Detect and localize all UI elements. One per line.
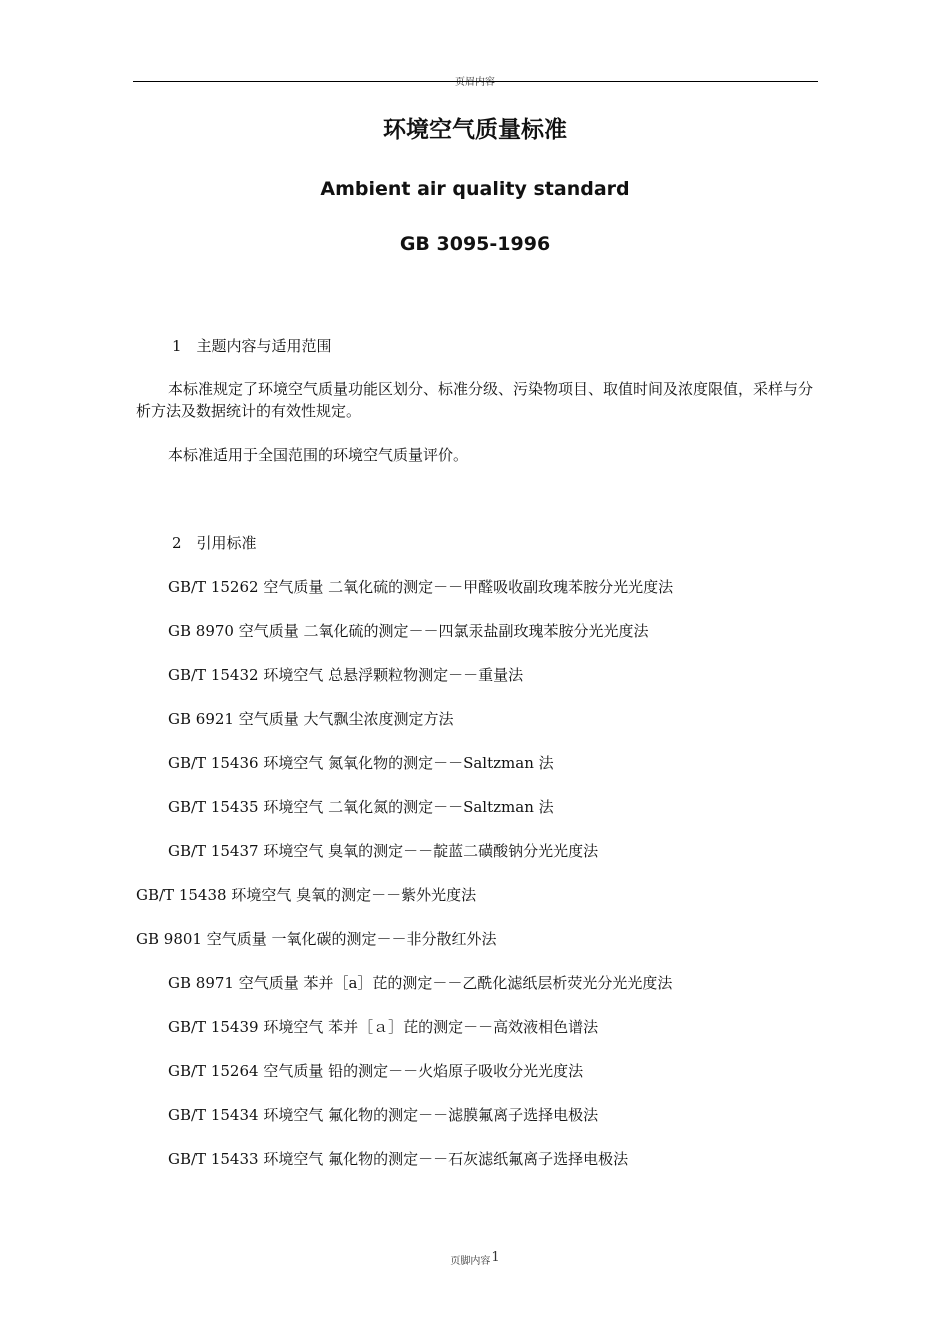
section-1-paragraph-1: 本标准规定了环境空气质量功能区划分、标准分级、污染物项目、取值时间及浓度限值，采样与分析方法及数据统计的有效性规定。 (136, 380, 814, 420)
reference-item: GB 8971 空气质量 苯并［a］芘的测定－－乙酰化滤纸层析荧光分光光度法 (168, 974, 673, 992)
reference-item: GB 8970 空气质量 二氧化硫的测定－－四氯汞盐副玫瑰苯胺分光光度法 (168, 622, 649, 640)
page-header-text: 页眉内容 (455, 77, 495, 88)
document-subtitle: Ambient air quality standard (320, 178, 630, 200)
page-footer (0, 1250, 950, 1267)
header-divider (133, 81, 818, 82)
reference-item: GB/T 15435 环境空气 二氧化氮的测定－－Saltzman 法 (168, 798, 554, 816)
reference-item: GB/T 15432 环境空气 总悬浮颗粒物测定－－重量法 (168, 666, 524, 684)
section-1-heading: 1 主题内容与适用范围 (172, 337, 332, 355)
section-1-paragraph-2: 本标准适用于全国范围的环境空气质量评价。 (168, 446, 469, 464)
reference-item: GB/T 15433 环境空气 氟化物的测定－－石灰滤纸氟离子选择电极法 (168, 1150, 629, 1168)
reference-item: GB 6921 空气质量 大气飘尘浓度测定方法 (168, 710, 454, 728)
footer-text: 页脚内容 (450, 1256, 491, 1267)
reference-item: GB/T 15264 空气质量 铅的测定－－火焰原子吸收分光光度法 (168, 1062, 584, 1080)
reference-item: GB/T 15436 环境空气 氮氧化物的测定－－Saltzman 法 (168, 754, 554, 772)
page-number: 1 (491, 1250, 500, 1265)
reference-item: GB/T 15438 环境空气 臭氧的测定－－紫外光度法 (136, 886, 477, 904)
reference-item: GB/T 15262 空气质量 二氧化硫的测定－－甲醛吸收副玫瑰苯胺分光光度法 (168, 578, 674, 596)
reference-item: GB/T 15437 环境空气 臭氧的测定－－靛蓝二磺酸钠分光光度法 (168, 842, 599, 860)
reference-item: GB/T 15434 环境空气 氟化物的测定－－滤膜氟离子选择电极法 (168, 1106, 599, 1124)
standard-code: GB 3095-1996 (399, 233, 551, 255)
document-title: 环境空气质量标准 (383, 117, 567, 143)
reference-item: GB 9801 空气质量 一氧化碳的测定－－非分散红外法 (136, 930, 497, 948)
reference-item: GB/T 15439 环境空气 苯并［ａ］芘的测定－－高效液相色谱法 (168, 1018, 599, 1036)
section-2-heading: 2 引用标准 (172, 534, 257, 552)
